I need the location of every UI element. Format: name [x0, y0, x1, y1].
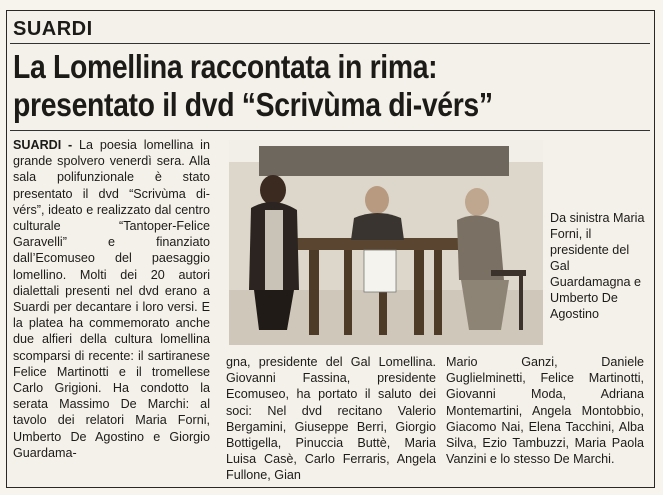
section-kicker: SUARDI [13, 18, 93, 40]
article-photo [229, 140, 543, 345]
column-1-text: La poesia lomellina in grande spolvero venerdì sera. Alla sala polifunzionale è stato presentato il dvd “Scrivùma di-vérs”, ideato e realizzato dal centro culturale “Tantoper-Felice Garavelli” e finanziato dall’Ecomuseo del paesaggio lomellino. Molti dei 20 autori dialettali presenti nel dvd erano a Suardi per decantare i loro versi. E la platea ha commemorato anche due alfieri della cultura lomellina scomparsi di recente: il sartiranese Felice Martinotti e il tromellese Carlo Grigioni. Ha condotto la serata Massimo De Marchi: al tavolo dei relatori Maria Forni, Umberto De Agostino e Giorgio Guardama- [13, 138, 210, 460]
article-dateline: SUARDI - [13, 138, 73, 152]
article-headline [13, 48, 555, 124]
press-photo-icon [229, 140, 543, 345]
headline-line-1: La Lomellina raccontata in rima: [13, 48, 438, 85]
headline-line-2: presentato il dvd “Scrivùma di-vérs” [13, 86, 493, 123]
article-column-3: Mario Ganzi, Daniele Guglielminetti, Felice Martinotti, Giovanni Moda, Adriana Montemartini, Angela Montobbio, Giacomo Nai, Elena Tacchini, Alba Silva, Ezio Tambuzzi, Maria Paola Vanzini e lo stesso De Marchi. [446, 355, 644, 467]
photo-caption: Da sinistra Maria Forni, il presidente del Gal Guardamagna e Umberto De Agostino [550, 211, 645, 321]
article-column-1 [13, 137, 210, 461]
kicker-rule [10, 43, 650, 44]
headline-rule [10, 130, 650, 131]
article-column-2: gna, presidente del Gal Lomellina. Giovanni Fassina, presidente Ecomuseo, ha portato il saluto dei soci: Nel dvd recitano Valerio Bergamini, Giuseppe Berri, Giorgio Bottigella, Pinuccia Buttè, Maria Luisa Casè, Carlo Ferraris, Angela Fullone, Gian [226, 355, 436, 483]
